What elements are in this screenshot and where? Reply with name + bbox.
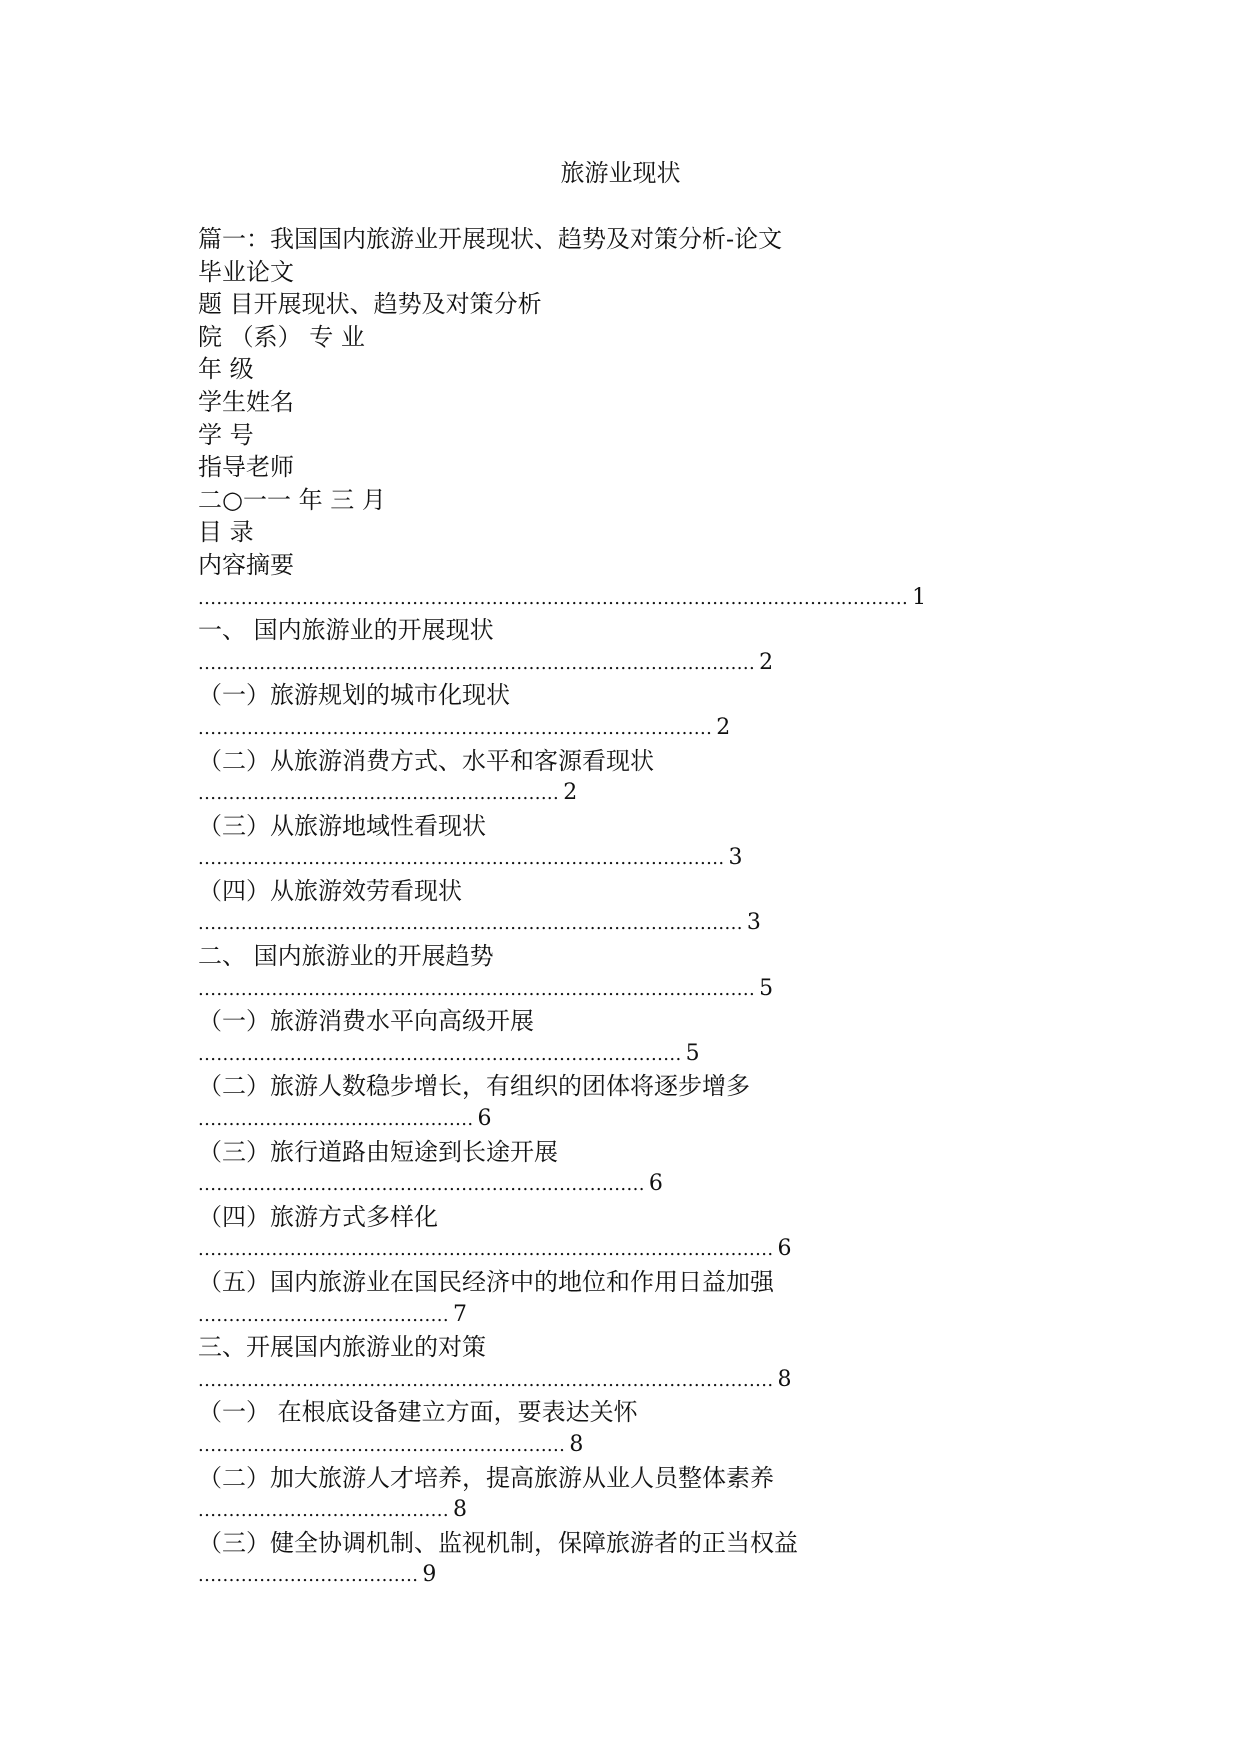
- toc-leader-row: [198, 1559, 1018, 1592]
- toc-leader-row: [198, 1038, 1018, 1071]
- front-matter-line: 目 录: [198, 518, 254, 547]
- toc-leader-row: [198, 1494, 1018, 1527]
- toc-heading: （四）旅游方式多样化: [198, 1202, 438, 1231]
- toc-entry: [198, 940, 1018, 1005]
- front-matter-line: 年 级: [198, 355, 254, 384]
- toc-heading: （二）加大旅游人才培养，提高旅游从业人员整体素养: [198, 1463, 774, 1492]
- toc-heading: （三）从旅游地域性看现状: [198, 811, 486, 840]
- toc-page-number: 5: [685, 1040, 700, 1066]
- toc-heading: （一） 在根底设备建立方面，要表达关怀: [198, 1398, 638, 1427]
- document-title: 旅游业现状: [560, 159, 681, 187]
- toc-entry: [198, 745, 1018, 810]
- toc-entry: [198, 1331, 1018, 1396]
- dot-leader: ...............................................................................: [198, 1043, 682, 1065]
- toc-heading: （二）旅游人数稳步增长，有组织的团体将逐步增多: [198, 1072, 750, 1101]
- toc-heading: （五）国内旅游业在国民经济中的地位和作用日益加强: [198, 1268, 774, 1296]
- toc-entry: [198, 1266, 1018, 1331]
- toc-page-number: 2: [716, 714, 731, 740]
- toc-page-number: 1: [912, 584, 927, 610]
- toc-heading: （三）健全协调机制、监视机制，保障旅游者的正当权益: [198, 1528, 798, 1557]
- dot-leader: ....................................: [198, 1565, 419, 1587]
- toc-leader-row: [198, 647, 1018, 680]
- table-of-contents: [198, 549, 1018, 1592]
- toc-entry: [198, 1527, 1018, 1592]
- dot-leader: ....................................................................................................................: [198, 587, 909, 609]
- toc-heading: 一、 国内旅游业的开展现状: [198, 616, 494, 645]
- toc-entry: [198, 1070, 1018, 1135]
- dot-leader: ..............................................................................................: [198, 1369, 774, 1391]
- toc-heading: 三、开展国内旅游业的对策: [198, 1333, 486, 1362]
- toc-entry: [198, 1201, 1018, 1266]
- toc-leader-row: [198, 1299, 1018, 1332]
- toc-page-number: 6: [648, 1171, 663, 1197]
- dot-leader: ............................................................: [198, 1434, 566, 1456]
- toc-entry: [198, 875, 1018, 940]
- dot-leader: ...........................................................................................: [198, 978, 756, 1000]
- front-matter-line: 毕业论文: [198, 257, 294, 286]
- toc-page-number: 7: [453, 1301, 467, 1327]
- toc-page-number: 2: [759, 649, 774, 675]
- dot-leader: ...........................................................................................: [198, 652, 756, 674]
- toc-page-number: 3: [728, 845, 743, 871]
- toc-page-number: 9: [422, 1562, 437, 1588]
- dot-leader: ......................................................................................: [198, 848, 725, 870]
- toc-leader-row: [198, 712, 1018, 745]
- toc-heading: 二、 国内旅游业的开展趋势: [198, 942, 494, 971]
- toc-leader-row: [198, 582, 1018, 615]
- front-matter-line: 指导老师: [198, 453, 294, 482]
- toc-heading: （一）旅游消费水平向高级开展: [198, 1007, 534, 1036]
- dot-leader: ....................................................................................: [198, 717, 713, 739]
- toc-page-number: 6: [477, 1106, 492, 1132]
- dot-leader: .........................................................................................: [198, 913, 743, 935]
- toc-page-number: 2: [563, 780, 578, 806]
- dot-leader: ...........................................................: [198, 783, 560, 805]
- toc-entry: [198, 1396, 1018, 1461]
- toc-heading: （三）旅行道路由短途到长途开展: [198, 1137, 558, 1166]
- toc-page-number: 8: [569, 1431, 584, 1457]
- toc-leader-row: [198, 1168, 1018, 1201]
- toc-page-number: 8: [453, 1497, 467, 1523]
- toc-leader-row: [198, 1103, 1018, 1136]
- toc-leader-row: [198, 1233, 1018, 1266]
- toc-entry: [198, 614, 1018, 679]
- toc-page-number: 3: [746, 910, 761, 936]
- toc-page-number: 6: [777, 1236, 792, 1262]
- dot-leader: ..............................................................................................: [198, 1239, 774, 1261]
- front-matter: [198, 223, 1018, 549]
- dot-leader: .........................................: [198, 1500, 449, 1522]
- toc-leader-row: [198, 1364, 1018, 1397]
- toc-leader-row: [198, 842, 1018, 875]
- toc-entry: [198, 1136, 1018, 1201]
- toc-entry: [198, 549, 1018, 614]
- dot-leader: .........................................................................: [198, 1174, 645, 1196]
- toc-leader-row: [198, 1429, 1018, 1462]
- dot-leader: .............................................: [198, 1109, 474, 1131]
- toc-heading: （四）从旅游效劳看现状: [198, 876, 462, 905]
- document-body: [198, 223, 1018, 1592]
- toc-heading: （一）旅游规划的城市化现状: [198, 681, 510, 710]
- toc-entry: [198, 1005, 1018, 1070]
- toc-page-number: 8: [777, 1366, 792, 1392]
- toc-entry: [198, 810, 1018, 875]
- front-matter-line: 院 （系） 专 业: [198, 322, 365, 351]
- dot-leader: .........................................: [198, 1304, 449, 1326]
- toc-entry: [198, 679, 1018, 744]
- toc-leader-row: [198, 973, 1018, 1006]
- toc-heading: 内容摘要: [198, 550, 294, 579]
- front-matter-line: 学 号: [198, 420, 254, 449]
- front-matter-line: 题 目开展现状、趋势及对策分析: [198, 290, 542, 319]
- toc-page-number: 5: [759, 975, 774, 1001]
- toc-leader-row: [198, 907, 1018, 940]
- front-matter-line: 学生姓名: [198, 387, 294, 416]
- toc-leader-row: [198, 777, 1018, 810]
- front-matter-line: 篇一：我国国内旅游业开展现状、趋势及对策分析-论文: [198, 225, 783, 253]
- toc-entry: [198, 1462, 1018, 1527]
- front-matter-line: 二○一一 年 三 月: [198, 485, 386, 514]
- toc-heading: （二）从旅游消费方式、水平和客源看现状: [198, 746, 654, 775]
